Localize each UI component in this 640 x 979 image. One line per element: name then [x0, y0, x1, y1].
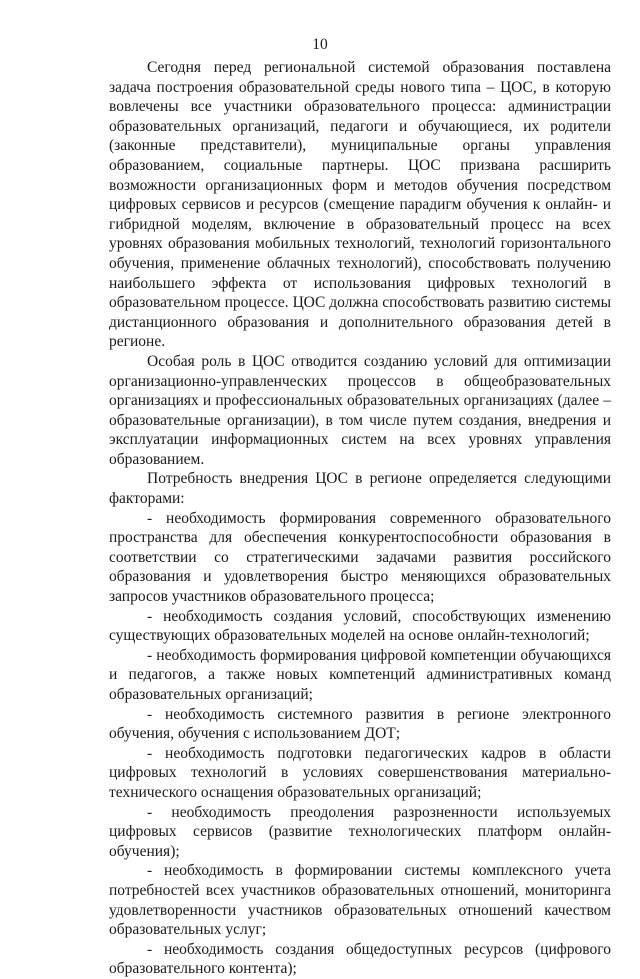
list-item: - необходимость системного развития в регионе электронного обучения, обучения с использованием ДОТ; — [109, 705, 611, 743]
paragraph-intro: Сегодня перед региональной системой образования поставлена задача построения образовательной среды нового типа – ЦОС, в которую вовлечены все участники образовательного процесса: администрации образовательных организаций, педагоги и обучающиеся, их родители (законные представители), муниципальные органы управления образованием, социальные партнеры. ЦОС призвана расширить возможности организационных форм и методов обучения посредством цифровых сервисов и ресурсов (смещение парадигм обучения к онлайн- и гибридной моделям, включение в образовательный процесс на всех уровнях образования мобильных технологий, технологий горизонтального обучения, применение облачных технологий), способствовать получению наибольшего эффекта от использования цифровых технологий в образовательном процессе. ЦОС должна способствовать развитию системы дистанционного образования и дополнительного образования детей в регионе. — [109, 59, 611, 351]
list-item: - необходимость в формировании системы комплексного учета потребностей всех участников образовательных отношений, мониторинга удовлетворенности участников образовательных отношений качеством образовательных услуг; — [109, 862, 611, 939]
page-number: 10 — [312, 36, 328, 53]
list-item: - необходимость создания общедоступных ресурсов (цифрового образовательного контента); — [109, 940, 611, 978]
list-item: - необходимость формирования современного образовательного пространства для обеспечения конкурентоспособности образования в соответствии со стратегическими задачами развития российского образования и удовлетворения быстро меняющихся образовательных запросов участников образовательного процесса; — [109, 509, 611, 606]
list-item: - необходимость преодоления разрозненности используемых цифровых сервисов (развитие технологических платформ онлайн-обучения); — [109, 803, 611, 860]
list-item: - необходимость формирования цифровой компетенции обучающихся и педагогов, а также новых компетенций административных команд образовательных организаций; — [109, 646, 611, 703]
paragraph-special-role: Особая роль в ЦОС отводится созданию условий для оптимизации организационно-управленческих процессов в общеобразовательных организациях и профессиональных образовательных организациях (далее – образовательные организации), в том числе путем создания, внедрения и эксплуатации информационных систем на всех уровнях управления образованием. — [109, 352, 611, 468]
document-body — [109, 58, 611, 979]
paragraph-factors-lead: Потребность внедрения ЦОС в регионе определяется следующими факторами: — [109, 470, 611, 508]
list-item: - необходимость создания условий, способствующих изменению существующих образовательных моделей на основе онлайн-технологий; — [109, 607, 611, 645]
list-item: - необходимость подготовки педагогических кадров в области цифровых технологий в условиях совершенствования материально-технического оснащения образовательных организаций; — [109, 744, 611, 801]
